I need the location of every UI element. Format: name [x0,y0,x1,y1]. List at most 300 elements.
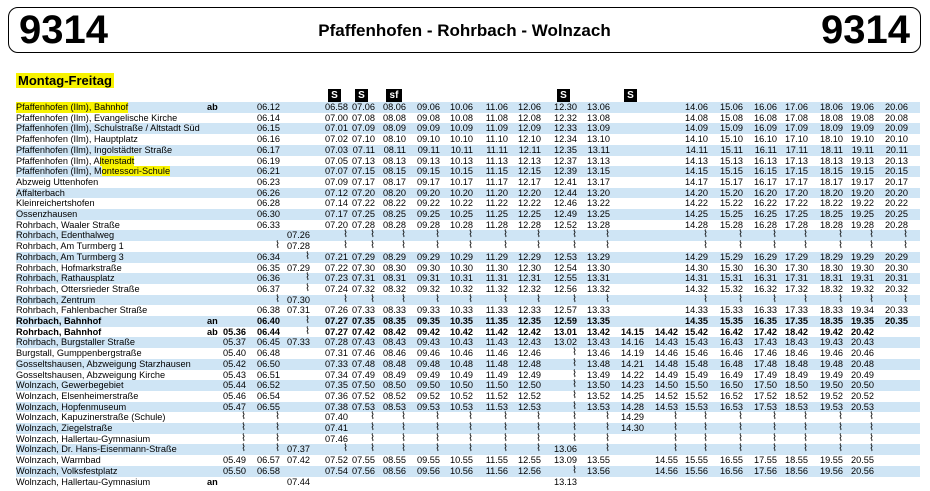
time-cell: 13.13 [587,155,610,166]
time-cell: 14.56 [655,465,678,476]
time-cell: 17.42 [754,326,777,337]
time-cell: 12.32 [554,112,577,123]
time-cell: 08.11 [383,144,406,155]
time-cell: 12.52 [518,390,541,401]
table-row [16,263,920,274]
time-cell: 07.26 [325,305,348,316]
no-stop-icon: ⌇ [572,368,577,380]
time-cell: 20.22 [885,198,908,209]
time-cell: 17.22 [785,198,808,209]
time-cell: 12.35 [518,316,541,326]
no-stop-icon: ⌇ [370,293,375,305]
time-cell: 14.13 [685,155,708,166]
time-cell: 06.57 [257,455,280,466]
time-cell: 19.17 [851,176,874,187]
no-stop-icon: ⌇ [572,464,577,476]
time-cell: 15.10 [720,134,743,145]
time-cell: 11.32 [485,283,508,294]
time-cell: 16.08 [754,112,777,123]
time-cell: 18.42 [785,326,808,337]
time-cell: 13.48 [587,358,610,369]
time-cell: 07.23 [325,273,348,284]
time-cell: 12.53 [554,251,577,262]
time-cell: 16.52 [720,390,743,401]
time-cell: 09.31 [417,273,440,284]
no-stop-icon: ⌇ [401,432,406,444]
time-cell: 09.50 [417,380,440,391]
time-cell: 06.16 [257,134,280,145]
time-cell: 07.07 [325,166,348,177]
time-cell: 18.22 [820,198,843,209]
time-cell: 11.35 [485,316,508,326]
time-cell: 11.29 [485,251,508,262]
no-stop-icon: ⌇ [468,240,473,252]
time-cell: 11.48 [485,358,508,369]
time-cell: 13.42 [587,326,610,337]
time-cell: 09.13 [417,155,440,166]
time-cell: 08.13 [383,155,406,166]
stop-name: Wolnzach, Hallertau-Gymnasium [16,433,151,444]
time-cell: 11.06 [485,102,508,112]
no-stop-icon: ⌇ [605,293,610,305]
no-stop-icon: ⌇ [275,422,280,433]
time-cell: 15.33 [720,305,743,316]
time-cell: 14.22 [685,198,708,209]
time-cell: 16.06 [754,102,777,112]
time-cell: 12.35 [554,144,577,155]
time-cell: 12.53 [518,401,541,412]
no-stop-icon: ⌇ [703,293,708,305]
no-stop-icon: ⌇ [869,411,874,423]
time-cell: 14.10 [685,134,708,145]
time-cell: 09.43 [417,337,440,348]
time-cell: 11.17 [485,176,508,187]
time-cell: 07.28 [325,337,348,348]
time-cell: 15.52 [685,390,708,401]
time-cell: 09.52 [417,390,440,401]
no-stop-icon: ⌇ [536,229,541,241]
time-cell: 07.22 [352,198,375,209]
table-row [16,337,920,348]
no-stop-icon: ⌇ [903,240,908,252]
arrival-departure-mark: an [207,316,218,326]
time-cell: 17.25 [785,209,808,219]
no-stop-icon: ⌇ [401,443,406,455]
time-cell: 13.53 [587,401,610,412]
time-cell: 08.42 [383,326,406,337]
stop-name: Rohrbach, Am Turmberg 3 [16,251,124,262]
time-cell: 16.09 [754,123,777,134]
no-stop-icon: ⌇ [536,293,541,305]
no-stop-icon: ⌇ [370,432,375,444]
time-cell: 08.28 [383,219,406,230]
no-stop-icon: ⌇ [435,240,440,252]
time-cell: 10.46 [450,348,473,359]
time-cell: 05.42 [223,358,246,369]
table-row [16,455,920,466]
no-stop-icon: ⌇ [503,411,508,423]
time-cell: 20.28 [885,219,908,230]
time-cell: 11.42 [485,326,508,337]
time-cell: 14.30 [685,262,708,273]
time-cell: 12.50 [518,380,541,391]
time-cell: 12.44 [554,187,577,198]
time-cell: 19.48 [820,358,843,369]
time-cell: 18.52 [785,390,808,401]
stop-name: Rohrbach, Edenthalweg [16,230,115,241]
time-cell: 17.30 [785,262,808,273]
time-cell: 13.29 [587,251,610,262]
table-row [16,252,920,263]
time-cell: 14.32 [685,283,708,294]
time-cell: 06.52 [257,380,280,391]
table-row [16,198,920,209]
stop-name: Wolnzach, Hopfenmuseum [16,401,127,412]
arrival-departure-mark: ab [207,102,218,112]
no-stop-icon: ⌇ [869,240,874,252]
time-cell: 11.49 [485,369,508,380]
time-cell: 15.53 [685,401,708,412]
time-cell: 07.25 [352,209,375,219]
time-cell: 14.09 [685,123,708,134]
stop-name: Kleinreichertshofen [16,198,95,209]
time-cell: 08.46 [383,348,406,359]
no-stop-icon: ⌇ [343,229,348,241]
no-stop-icon: ⌇ [275,293,280,305]
time-cell: 07.30 [287,294,310,305]
time-cell: 08.25 [383,209,406,219]
time-cell: 07.49 [352,369,375,380]
time-cell: 18.09 [820,123,843,134]
time-cell: 07.37 [287,444,310,455]
time-cell: 20.11 [885,144,908,155]
table-row [16,123,920,134]
time-cell: 11.25 [485,209,508,219]
stop-name: Rohrbach, Bahnhof [16,316,102,326]
time-cell: 13.20 [587,187,610,198]
time-cell: 10.22 [450,198,473,209]
time-cell: 08.52 [383,390,406,401]
time-cell: 20.48 [851,358,874,369]
time-cell: 11.09 [485,123,508,134]
time-cell: 15.48 [685,358,708,369]
time-cell: 15.25 [720,209,743,219]
no-stop-icon: ⌇ [605,443,610,455]
time-cell: 13.49 [587,369,610,380]
badge-s-0: S [328,89,341,102]
time-cell: 18.55 [785,455,808,466]
time-cell: 10.53 [450,401,473,412]
time-cell: 06.33 [257,219,280,230]
time-cell: 08.48 [383,358,406,369]
time-cell: 10.32 [450,283,473,294]
stop-name: Wolnzach, Dr. Hans-Eisenmann-Straße [16,444,177,455]
time-cell: 08.56 [383,465,406,476]
time-cell: 10.30 [450,262,473,273]
time-cell: 17.55 [754,455,777,466]
no-stop-icon: ⌇ [503,432,508,444]
time-cell: 10.35 [450,316,473,326]
time-cell: 10.56 [450,465,473,476]
table-row [16,466,920,477]
time-cell: 12.31 [518,273,541,284]
time-cell: 19.11 [851,144,874,155]
time-cell: 05.49 [223,455,246,466]
stop-name: Rohrbach, Am Turmberg 1 [16,241,124,252]
no-stop-icon: ⌇ [772,432,777,444]
no-stop-icon: ⌇ [673,443,678,455]
time-cell: 16.55 [720,455,743,466]
time-cell: 08.55 [383,455,406,466]
stop-name: Rohrbach, Fahlenbacher Straße [16,305,148,316]
time-cell: 13.09 [554,455,577,466]
time-cell: 19.22 [851,198,874,209]
stop-name: Pfaffenhofen (Ilm), Montessori-Schule [16,166,171,177]
time-cell: 18.33 [820,305,843,316]
time-cell: 08.10 [383,134,406,145]
no-stop-icon: ⌇ [838,240,843,252]
no-stop-icon: ⌇ [435,293,440,305]
time-cell: 07.55 [352,455,375,466]
no-stop-icon: ⌇ [838,229,843,241]
time-cell: 05.40 [223,348,246,359]
time-cell: 08.33 [383,305,406,316]
no-stop-icon: ⌇ [703,240,708,252]
no-stop-icon: ⌇ [869,229,874,241]
time-cell: 10.42 [450,326,473,337]
no-stop-icon: ⌇ [803,432,808,444]
time-cell: 20.43 [851,337,874,348]
time-cell: 07.05 [325,155,348,166]
time-cell: 14.25 [621,390,644,401]
time-cell: 19.30 [851,262,874,273]
time-cell: 09.17 [417,176,440,187]
time-cell: 11.31 [485,273,508,284]
time-cell: 19.34 [851,305,874,316]
table-row [16,327,920,338]
time-cell: 19.43 [820,337,843,348]
time-cell: 12.25 [518,209,541,219]
time-cell: 16.32 [754,283,777,294]
time-cell: 10.13 [450,155,473,166]
time-cell: 20.46 [851,348,874,359]
no-stop-icon: ⌇ [468,443,473,455]
time-cell: 07.34 [325,369,348,380]
time-cell: 18.25 [820,209,843,219]
no-stop-icon: ⌇ [536,422,541,433]
time-cell: 11.15 [485,166,508,177]
no-stop-icon: ⌇ [803,229,808,241]
time-cell: 19.10 [851,134,874,145]
time-cell: 16.46 [720,348,743,359]
time-cell: 07.20 [325,219,348,230]
time-cell: 09.46 [417,348,440,359]
no-stop-icon: ⌇ [503,240,508,252]
table-row [16,177,920,188]
time-cell: 09.42 [417,326,440,337]
time-cell: 20.15 [885,166,908,177]
time-cell: 10.17 [450,176,473,187]
no-stop-icon: ⌇ [772,293,777,305]
time-cell: 15.08 [720,112,743,123]
time-cell: 12.29 [518,251,541,262]
time-cell: 18.32 [820,283,843,294]
no-stop-icon: ⌇ [370,240,375,252]
time-cell: 17.32 [785,283,808,294]
time-cell: 12.17 [518,176,541,187]
no-stop-icon: ⌇ [738,229,743,241]
time-cell: 16.11 [754,144,777,155]
no-stop-icon: ⌇ [370,443,375,455]
no-stop-icon: ⌇ [401,411,406,423]
no-stop-icon: ⌇ [435,411,440,423]
time-cell: 14.17 [685,176,708,187]
day-type-heading [16,73,114,88]
time-cell: 07.35 [352,316,375,326]
time-cell: 14.29 [685,251,708,262]
time-cell: 07.50 [352,380,375,391]
time-cell: 13.11 [587,144,610,155]
time-cell: 07.17 [352,176,375,187]
time-cell: 17.17 [785,176,808,187]
time-cell: 05.50 [223,465,246,476]
time-cell: 07.21 [325,251,348,262]
time-cell: 09.20 [417,187,440,198]
stop-name: Wolnzach, Warmbad [16,455,101,466]
time-cell: 07.29 [352,251,375,262]
time-cell: 06.50 [257,358,280,369]
time-cell: 16.56 [720,465,743,476]
time-cell: 07.53 [352,401,375,412]
table-row [16,145,920,156]
time-cell: 20.56 [851,465,874,476]
no-stop-icon: ⌇ [703,411,708,423]
no-stop-icon: ⌇ [572,379,577,391]
time-cell: 13.32 [587,283,610,294]
time-cell: 12.06 [518,102,541,112]
stop-name: Ossenzhausen [16,209,78,219]
no-stop-icon: ⌇ [370,411,375,423]
time-cell: 18.50 [785,380,808,391]
time-cell: 14.23 [621,380,644,391]
time-cell: 08.30 [383,262,406,273]
time-cell: 14.48 [655,358,678,369]
time-cell: 09.53 [417,401,440,412]
time-cell: 07.20 [352,187,375,198]
time-cell: 18.15 [820,166,843,177]
time-cell: 18.48 [785,358,808,369]
no-stop-icon: ⌇ [305,272,310,284]
time-cell: 08.31 [383,273,406,284]
no-stop-icon: ⌇ [536,411,541,423]
time-cell: 20.35 [885,316,908,326]
time-cell: 07.32 [352,283,375,294]
time-cell: 19.46 [820,348,843,359]
table-row [16,477,920,488]
time-cell: 13.17 [587,176,610,187]
no-stop-icon: ⌇ [503,422,508,433]
no-stop-icon: ⌇ [903,293,908,305]
table-row [16,113,920,124]
no-stop-icon: ⌇ [605,240,610,252]
no-stop-icon: ⌇ [572,432,577,444]
time-cell: 06.21 [257,166,280,177]
time-cell: 06.28 [257,198,280,209]
time-cell: 16.33 [754,305,777,316]
time-cell: 15.56 [685,465,708,476]
time-cell: 16.35 [754,316,777,326]
time-cell: 13.33 [587,305,610,316]
time-cell: 17.15 [785,166,808,177]
no-stop-icon: ⌇ [503,443,508,455]
stop-name: Wolnzach, Hallertau-Gymnasium [16,476,151,487]
time-cell: 20.08 [885,112,908,123]
time-cell: 20.52 [851,390,874,401]
badge-s-3: S [557,89,570,102]
table-row [16,209,920,220]
no-stop-icon: ⌇ [572,400,577,412]
time-cell: 12.32 [518,283,541,294]
time-cell: 16.22 [754,198,777,209]
time-cell: 16.13 [754,155,777,166]
no-stop-icon: ⌇ [738,240,743,252]
no-stop-icon: ⌇ [738,293,743,305]
time-cell: 15.29 [720,251,743,262]
time-cell: 08.50 [383,380,406,391]
time-cell: 19.25 [851,209,874,219]
time-cell: 06.58 [325,102,348,112]
time-cell: 09.08 [417,112,440,123]
no-stop-icon: ⌇ [536,443,541,455]
time-cell: 13.55 [587,455,610,466]
no-stop-icon: ⌇ [468,411,473,423]
time-cell: 11.43 [485,337,508,348]
no-stop-icon: ⌇ [241,443,246,455]
time-cell: 14.28 [685,219,708,230]
time-cell: 07.13 [352,155,375,166]
time-cell: 07.27 [325,326,348,337]
time-cell: 15.42 [685,326,708,337]
time-cell: 08.09 [383,123,406,134]
no-stop-icon: ⌇ [673,411,678,423]
time-cell: 14.28 [621,401,644,412]
time-cell: 17.10 [785,134,808,145]
time-cell: 17.29 [785,251,808,262]
time-cell: 07.46 [325,433,348,444]
time-cell: 12.49 [554,209,577,219]
time-cell: 08.49 [383,369,406,380]
time-cell: 18.11 [820,144,843,155]
time-cell: 14.52 [655,390,678,401]
time-cell: 15.30 [720,262,743,273]
no-stop-icon: ⌇ [803,240,808,252]
time-cell: 18.35 [820,316,843,326]
time-cell: 12.41 [554,176,577,187]
time-cell: 12.56 [554,283,577,294]
time-cell: 19.20 [851,187,874,198]
no-stop-icon: ⌇ [605,422,610,433]
no-stop-icon: ⌇ [435,443,440,455]
time-cell: 09.11 [417,144,440,155]
no-stop-icon: ⌇ [772,229,777,241]
time-cell: 14.50 [655,380,678,391]
time-cell: 19.53 [820,401,843,412]
time-cell: 13.13 [554,476,577,487]
time-cell: 17.56 [754,465,777,476]
time-cell: 05.43 [223,369,246,380]
table-row [16,295,920,306]
no-stop-icon: ⌇ [703,443,708,455]
